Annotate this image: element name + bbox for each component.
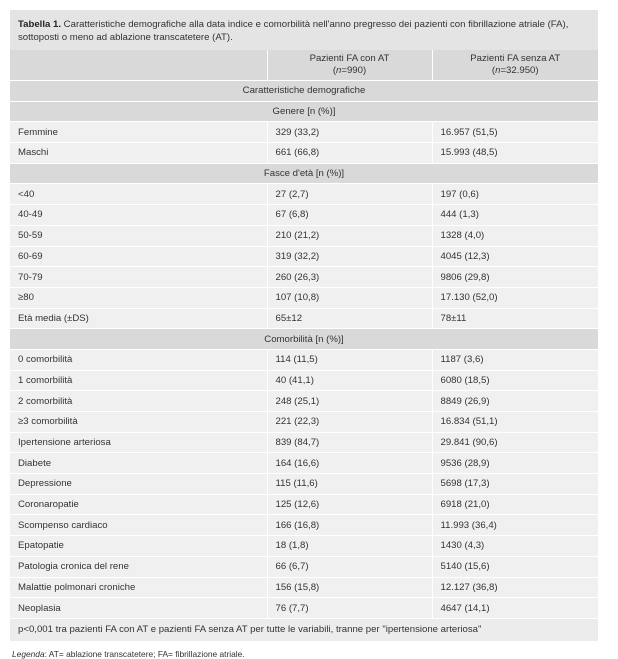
row-label: Scompenso cardiaco [10, 515, 267, 536]
row-label: Epatopatie [10, 536, 267, 557]
row-label: 50-59 [10, 225, 267, 246]
row-label: <40 [10, 184, 267, 205]
cell-with-at: 661 (66,8) [267, 143, 432, 164]
row-label: ≥3 comorbilità [10, 412, 267, 433]
cell-without-at: 1328 (4,0) [432, 225, 598, 246]
table-row [10, 432, 598, 453]
row-label: Coronaropatie [10, 494, 267, 515]
cell-without-at: 15.993 (48,5) [432, 143, 598, 164]
row-label: Diabete [10, 453, 267, 474]
cell-without-at: 4647 (14,1) [432, 598, 598, 619]
cell-without-at: 9536 (28,9) [432, 453, 598, 474]
row-label: 40-49 [10, 205, 267, 226]
cell-without-at: 16.834 (51,1) [432, 412, 598, 433]
row-label: 1 comorbilità [10, 370, 267, 391]
table-row [10, 267, 598, 288]
row-label: Età media (±DS) [10, 308, 267, 329]
table-row [10, 474, 598, 495]
cell-with-at: 329 (33,2) [267, 122, 432, 143]
table-row [10, 370, 598, 391]
header-empty-cell [10, 50, 267, 81]
cell-without-at: 1187 (3,6) [432, 349, 598, 370]
section-gender: Genere [n (%)] [10, 101, 598, 122]
header-without-at: Pazienti FA senza AT (n=32.950) [432, 50, 598, 81]
row-label: 0 comorbilità [10, 349, 267, 370]
row-label: Depressione [10, 474, 267, 495]
cell-with-at: 156 (15,8) [267, 577, 432, 598]
cell-without-at: 12.127 (36,8) [432, 577, 598, 598]
table-row [10, 184, 598, 205]
cell-without-at: 5140 (15,6) [432, 556, 598, 577]
row-label: 70-79 [10, 267, 267, 288]
cell-with-at: 65±12 [267, 308, 432, 329]
cell-without-at: 9806 (29,8) [432, 267, 598, 288]
cell-with-at: 319 (32,2) [267, 246, 432, 267]
row-label: 60-69 [10, 246, 267, 267]
row-label: Maschi [10, 143, 267, 164]
table-row [10, 205, 598, 226]
row-label: 2 comorbilità [10, 391, 267, 412]
cell-without-at: 6918 (21,0) [432, 494, 598, 515]
cell-with-at: 115 (11,6) [267, 474, 432, 495]
cell-with-at: 260 (26,3) [267, 267, 432, 288]
table-row [10, 453, 598, 474]
table-row [10, 246, 598, 267]
table-row [10, 598, 598, 619]
row-label: Femmine [10, 122, 267, 143]
cell-with-at: 125 (12,6) [267, 494, 432, 515]
cell-without-at: 444 (1,3) [432, 205, 598, 226]
cell-with-at: 114 (11,5) [267, 349, 432, 370]
legend-label: Legenda [12, 648, 45, 659]
cell-with-at: 248 (25,1) [267, 391, 432, 412]
cell-with-at: 40 (41,1) [267, 370, 432, 391]
cell-without-at: 17.130 (52,0) [432, 287, 598, 308]
cell-without-at: 197 (0,6) [432, 184, 598, 205]
legend-text: : AT= ablazione transcatetere; FA= fibrillazione atriale. [44, 648, 245, 659]
table-caption [10, 10, 598, 50]
cell-with-at: 210 (21,2) [267, 225, 432, 246]
row-label: ≥80 [10, 287, 267, 308]
cell-without-at: 6080 (18,5) [432, 370, 598, 391]
footnote-row [10, 618, 598, 641]
row-label: Ipertensione arteriosa [10, 432, 267, 453]
table-row [10, 536, 598, 557]
section-age-bands: Fasce d'età [n (%)] [10, 163, 598, 184]
table-document [10, 10, 598, 659]
cell-with-at: 27 (2,7) [267, 184, 432, 205]
table-row [10, 287, 598, 308]
section-comorbidities: Comorbilità [n (%)] [10, 329, 598, 350]
cell-without-at: 5698 (17,3) [432, 474, 598, 495]
table-row [10, 225, 598, 246]
table-row [10, 515, 598, 536]
cell-without-at: 8849 (26,9) [432, 391, 598, 412]
cell-without-at: 16.957 (51,5) [432, 122, 598, 143]
table-row [10, 412, 598, 433]
table-caption-text: Caratteristiche demografiche alla data indice e comorbilità nell'anno pregresso dei pazienti con fibrillazione atriale (FA), sottoposti o meno ad ablazione transcatetere (AT). [18, 19, 569, 43]
section-demographics: Caratteristiche demografiche [10, 81, 598, 102]
cell-with-at: 76 (7,7) [267, 598, 432, 619]
row-label: Malattie polmonari croniche [10, 577, 267, 598]
table-row [10, 308, 598, 329]
cell-without-at: 11.993 (36,4) [432, 515, 598, 536]
data-table [10, 50, 598, 642]
cell-with-at: 164 (16,6) [267, 453, 432, 474]
table-row [10, 349, 598, 370]
row-label: Patologia cronica del rene [10, 556, 267, 577]
table-row [10, 494, 598, 515]
cell-with-at: 67 (6,8) [267, 205, 432, 226]
table-row [10, 391, 598, 412]
table-row [10, 122, 598, 143]
cell-with-at: 107 (10,8) [267, 287, 432, 308]
cell-without-at: 78±11 [432, 308, 598, 329]
cell-with-at: 18 (1,8) [267, 536, 432, 557]
table-row [10, 577, 598, 598]
legend [10, 649, 598, 659]
cell-with-at: 166 (16,8) [267, 515, 432, 536]
header-row [10, 50, 598, 81]
cell-without-at: 4045 (12,3) [432, 246, 598, 267]
cell-with-at: 221 (22,3) [267, 412, 432, 433]
row-label: Neoplasia [10, 598, 267, 619]
table-caption-label: Tabella 1. [18, 19, 62, 30]
header-with-at: Pazienti FA con AT (n=990) [267, 50, 432, 81]
table-row [10, 143, 598, 164]
cell-with-at: 839 (84,7) [267, 432, 432, 453]
cell-with-at: 66 (6,7) [267, 556, 432, 577]
cell-without-at: 1430 (4,3) [432, 536, 598, 557]
cell-without-at: 29.841 (90,6) [432, 432, 598, 453]
table-row [10, 556, 598, 577]
footnote: p<0,001 tra pazienti FA con AT e pazienti FA senza AT per tutte le variabili, tranne per "ipertensione arteriosa" [10, 618, 598, 641]
